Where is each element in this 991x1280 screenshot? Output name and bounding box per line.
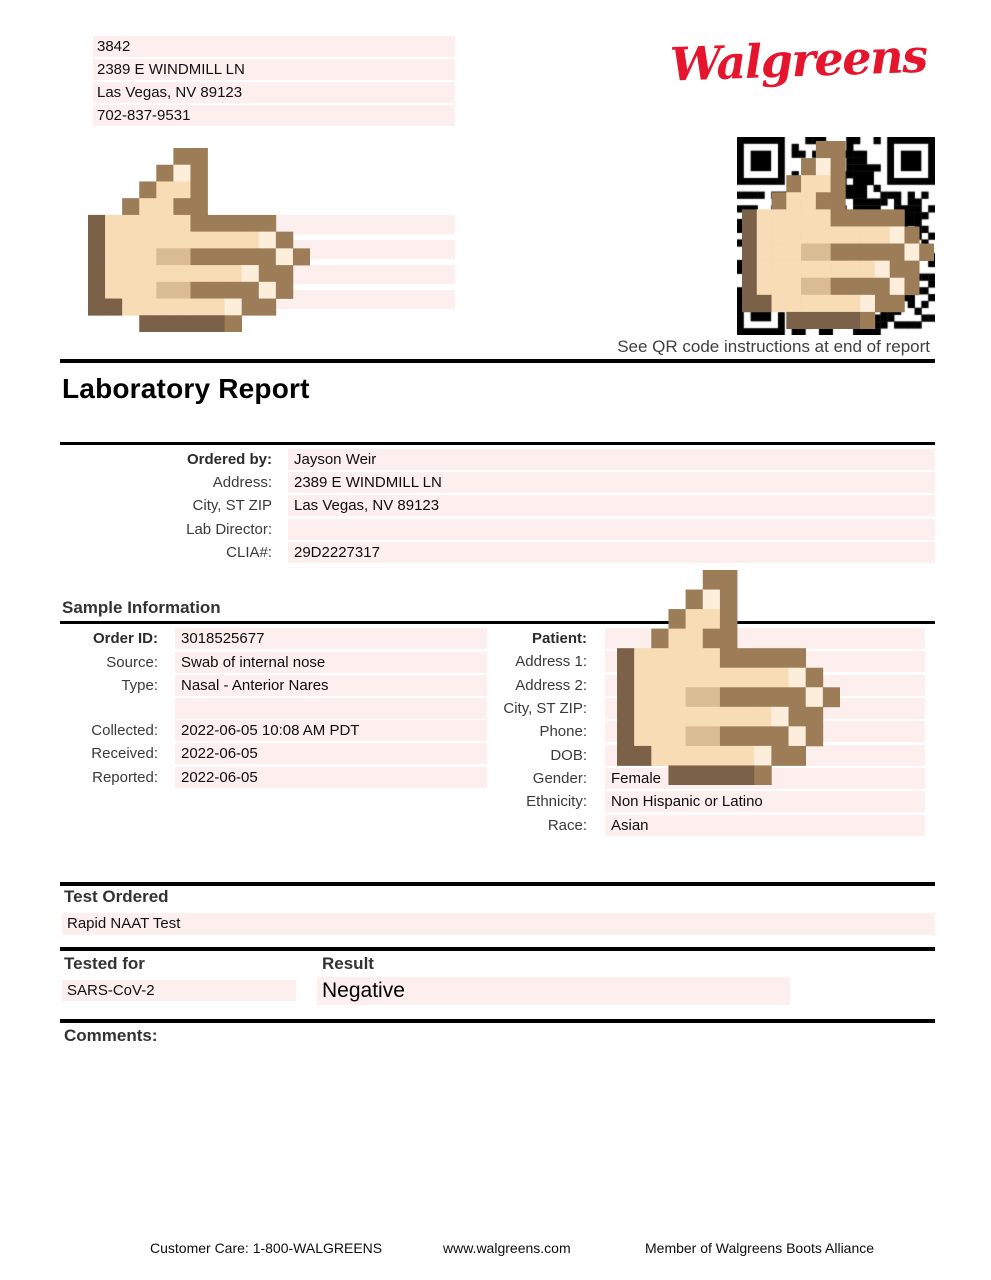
lab-director-label: Lab Director: (186, 520, 272, 538)
test-ordered-value: Rapid NAAT Test (62, 913, 935, 935)
divider-ordered-by (60, 442, 935, 445)
address-value: 2389 E WINDMILL LN (288, 472, 935, 493)
test-ordered-heading: Test Ordered (64, 887, 169, 906)
tested-for-value: SARS-CoV-2 (62, 980, 296, 1001)
patient-row (490, 790, 935, 813)
sample-row (60, 627, 490, 651)
type-value: Nasal - Anterior Nares (175, 675, 487, 696)
clia-value: 29D2227317 (288, 542, 935, 563)
reported-label: Reported: (92, 768, 158, 786)
type-label: Type: (121, 677, 158, 695)
race-label: Race: (547, 816, 587, 834)
walgreens-logo-text: Walgreens (669, 28, 929, 92)
city-label: City, ST ZIP (192, 497, 272, 515)
received-value: 2022-06-05 (175, 743, 487, 764)
reported-value: 2022-06-05 (175, 767, 487, 788)
divider-comments (60, 1019, 935, 1023)
address1-label: Address 1: (515, 653, 587, 671)
footer-customer-care: Customer Care: 1-800-WALGREENS (150, 1240, 383, 1256)
collected-label: Collected: (91, 721, 158, 739)
received-label: Received: (91, 745, 158, 763)
clinic-phone: 702-837-9531 (93, 105, 455, 126)
patient-label: Patient: (531, 630, 587, 648)
divider-results (60, 947, 935, 951)
order-id-label: Order ID: (92, 630, 158, 648)
ordered-by-section (60, 448, 935, 564)
sample-row (60, 766, 490, 790)
comments-heading: Comments: (64, 1026, 158, 1045)
footer-website: www.walgreens.com (443, 1240, 571, 1256)
sample-info-column (60, 627, 490, 789)
sample-row (60, 719, 490, 743)
tested-for-heading: Tested for (64, 954, 145, 973)
dob-label: DOB: (550, 746, 587, 764)
result-heading: Result (322, 954, 374, 973)
ordered-by-value: Jayson Weir (288, 449, 935, 470)
footer-member: Member of Walgreens Boots Alliance (645, 1240, 875, 1256)
gender-value: Female (605, 768, 925, 789)
order-id-value: 3018525677 (175, 628, 487, 649)
clinic-address-block (93, 36, 455, 128)
ordered-by-row (60, 448, 935, 471)
divider-test-ordered (60, 882, 935, 886)
clinic-store-number: 3842 (93, 36, 455, 57)
ordered-by-row (60, 494, 935, 517)
thumbs-up-sticker-qr (742, 141, 934, 329)
collected-value: 2022-06-05 10:08 AM PDT (175, 720, 487, 741)
sample-row (60, 674, 490, 698)
source-label: Source: (106, 653, 158, 671)
thumbs-up-sticker-address (88, 148, 310, 332)
source-value: Swab of internal nose (175, 652, 487, 673)
ordered-by-row (60, 541, 935, 564)
ordered-by-row (60, 471, 935, 494)
sample-row-blank (60, 698, 490, 719)
walgreens-logo (668, 28, 936, 92)
sample-information-heading: Sample Information (62, 598, 221, 617)
clia-label: CLIA#: (226, 543, 272, 561)
address-label: Address: (212, 474, 272, 492)
ordered-by-label: Ordered by: (186, 451, 272, 469)
thumbs-up-sticker-patient (617, 570, 840, 785)
patient-city-label: City, ST ZIP: (503, 700, 587, 718)
sample-row (60, 651, 490, 675)
ordered-by-row (60, 518, 935, 541)
sample-row (60, 742, 490, 766)
ethnicity-value: Non Hispanic or Latino (605, 791, 925, 812)
phone-label: Phone: (539, 723, 587, 741)
report-title: Laboratory Report (62, 373, 310, 404)
divider-top (60, 359, 935, 363)
ethnicity-label: Ethnicity: (526, 793, 587, 811)
patient-row (490, 813, 935, 836)
clinic-address: 2389 E WINDMILL LN (93, 59, 455, 80)
city-value: Las Vegas, NV 89123 (288, 495, 935, 516)
result-value: Negative (317, 977, 790, 1005)
lab-director-value (288, 519, 935, 540)
qr-note: See QR code instructions at end of report (617, 337, 930, 356)
clinic-city-state-zip: Las Vegas, NV 89123 (93, 82, 455, 103)
address2-label: Address 2: (515, 676, 587, 694)
race-value: Asian (605, 815, 925, 836)
gender-label: Gender: (532, 769, 587, 787)
